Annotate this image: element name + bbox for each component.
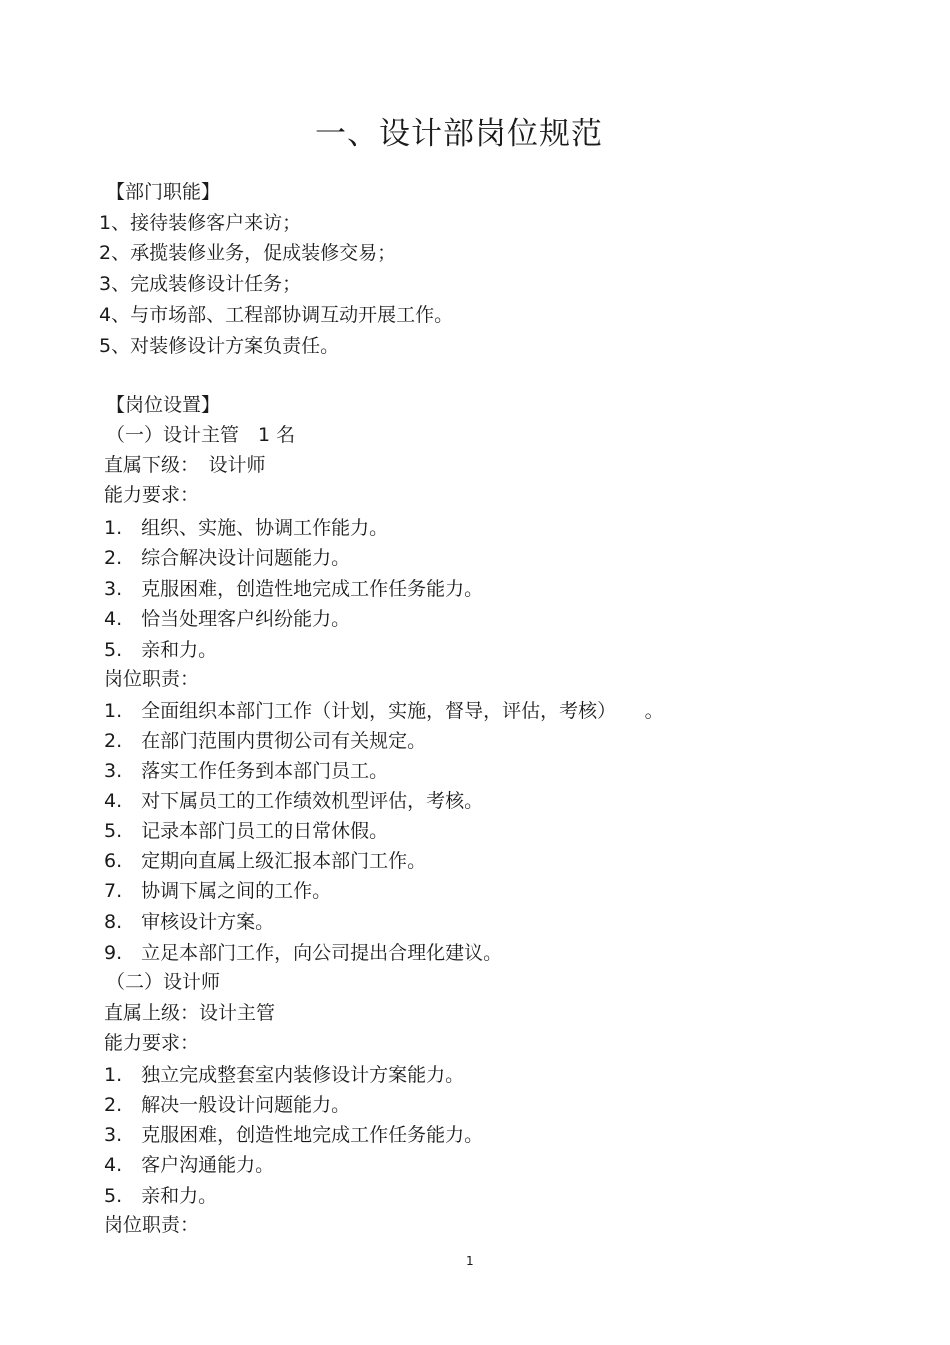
ability-requirements-heading: 能力要求： [104, 484, 200, 506]
responsibility-item: 7. 协调下属之间的工作。 [104, 880, 332, 902]
responsibilities-heading: 岗位职责： [104, 668, 200, 690]
responsibility-item: 9. 立足本部门工作，向公司提出合理化建议。 [104, 942, 503, 964]
function-item-4: 4、与市场部、工程部协调互动开展工作。 [99, 304, 454, 326]
direct-subordinate-line: 直属下级： 设计师 [104, 454, 266, 476]
function-item-5: 5、对装修设计方案负责任。 [99, 335, 340, 357]
responsibility-item: 4. 对下属员工的工作绩效机型评估，考核。 [104, 790, 484, 812]
ability-item: 1. 独立完成整套室内装修设计方案能力。 [104, 1064, 465, 1086]
responsibilities-heading: 岗位职责： [104, 1214, 200, 1236]
responsibility-item: 8. 审核设计方案。 [104, 911, 275, 933]
position-heading-design-supervisor: （一）设计主管 1 名 [106, 424, 296, 446]
ability-item: 4. 客户沟通能力。 [104, 1154, 275, 1176]
responsibility-item: 3. 落实工作任务到本部门员工。 [104, 760, 389, 782]
function-item-3: 3、完成装修设计任务； [99, 273, 302, 295]
ability-requirements-heading: 能力要求： [104, 1032, 200, 1054]
responsibility-item: 5. 记录本部门员工的日常休假。 [104, 820, 389, 842]
ability-item: 2. 解决一般设计问题能力。 [104, 1094, 351, 1116]
responsibility-item: 6. 定期向直属上级汇报本部门工作。 [104, 850, 427, 872]
page-number: 1 [466, 1254, 474, 1268]
page-title: 一、设计部岗位规范 [315, 116, 603, 152]
ability-item: 3. 克服困难，创造性地完成工作任务能力。 [104, 578, 484, 600]
function-item-2: 2、承揽装修业务，促成装修交易； [99, 242, 397, 264]
section-heading-department-functions: 【部门职能】 [106, 181, 221, 203]
responsibility-item: 2. 在部门范围内贯彻公司有关规定。 [104, 730, 427, 752]
ability-item: 1. 组织、实施、协调工作能力。 [104, 517, 389, 539]
direct-superior-line: 直属上级：设计主管 [104, 1002, 276, 1024]
function-item-1: 1、接待装修客户来访； [99, 212, 302, 234]
section-heading-positions: 【岗位设置】 [106, 394, 221, 416]
ability-item: 2. 综合解决设计问题能力。 [104, 547, 351, 569]
ability-item: 4. 恰当处理客户纠纷能力。 [104, 608, 351, 630]
ability-item: 3. 克服困难，创造性地完成工作任务能力。 [104, 1124, 484, 1146]
ability-item: 5. 亲和力。 [104, 639, 218, 661]
ability-item: 5. 亲和力。 [104, 1185, 218, 1207]
position-heading-designer: （二）设计师 [106, 971, 221, 993]
responsibility-item: 1. 全面组织本部门工作（计划，实施，督导，评估，考核） 。 [104, 700, 664, 722]
